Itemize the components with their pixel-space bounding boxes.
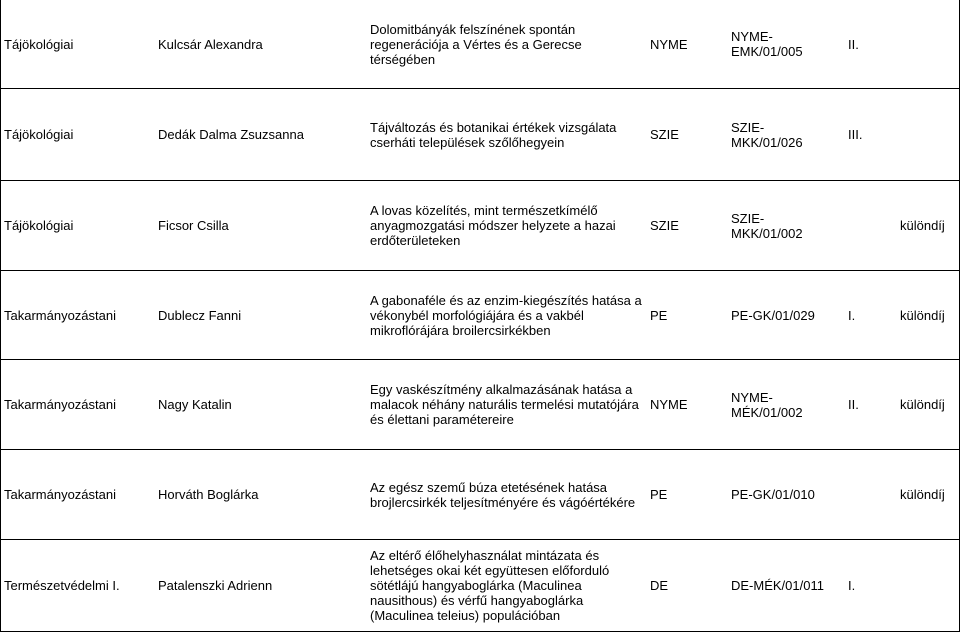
table-row [0,271,960,359]
student-name-cell: Kulcsár Alexandra [158,36,263,52]
place-cell: I. [848,578,856,593]
code-cell: NYME- EMK/01/005 [731,29,803,59]
student-name-cell: Horváth Boglárka [158,487,259,502]
table-row [0,0,960,88]
student-name-cell: Dublecz Fanni [158,307,242,323]
award-cell [900,0,958,88]
table-row [0,181,960,270]
student-name-cell: Dedák Dalma Zsuzsanna [158,127,304,142]
table-row [0,540,960,631]
award-cell: különdíj [900,218,945,233]
institution-cell: NYME [650,397,688,412]
thesis-title-cell: A lovas közelítés, mint természetkímélő anyagmozgatási módszer helyzete a hazai erdőterületeken [370,203,616,248]
institution-cell: PE [650,307,668,323]
institution-cell: DE [650,578,669,593]
award-cell [900,89,958,180]
section-cell: Takarmányozástani [4,397,116,412]
thesis-title-cell: Egy vaskészítmény alkalmazásának hatása a malacok néhány naturális termelési mutatójára és élettani paramétereire [370,382,639,427]
section-cell: Természetvédelmi I. [4,578,120,593]
award-cell: különdíj [900,487,945,502]
institution-cell: SZIE [650,218,679,233]
place-cell: I. [848,307,856,323]
code-cell: PE-GK/01/010 [731,487,815,502]
code-cell: NYME- MÉK/01/002 [731,389,803,420]
institution-cell: PE [650,487,668,502]
code-cell: SZIE- MKK/01/026 [731,119,803,150]
section-cell: Tájökológiai [4,36,74,52]
thesis-title-cell: Az eltérő élőhelyhasználat mintázata és lehetséges okai két együttesen előforduló sötétlájú hangyaboglárka (Maculinea nausithous) és vérfű hangyaboglárka (Maculinea teleius) populációban [370,548,610,623]
section-cell: Takarmányozástani [4,307,116,323]
table-row [0,450,960,539]
thesis-title-cell: Az egész szemű búza etetésének hatása brojlercsirkék teljesítményére és vágóértékére [370,479,636,510]
student-name-cell: Ficsor Csilla [158,218,229,233]
thesis-title-cell: Dolomitbányák felszínének spontán regenerációja a Vértes és a Gerecse térségében [370,21,582,67]
place-cell [848,181,888,270]
place-cell [848,450,888,539]
award-cell [900,540,958,631]
student-name-cell: Nagy Katalin [158,397,232,412]
section-cell: Takarmányozástani [4,487,116,502]
code-cell: PE-GK/01/029 [731,307,815,323]
institution-cell: NYME [650,36,688,52]
institution-cell: SZIE [650,127,679,142]
award-cell: különdíj [900,397,945,412]
place-cell: II. [848,397,859,412]
place-cell: II. [848,36,859,52]
place-cell: III. [848,127,863,142]
section-cell: Tájökológiai [4,127,74,142]
student-name-cell: Patalenszki Adrienn [158,578,273,593]
table-row [0,360,960,449]
code-cell: SZIE- MKK/01/002 [731,210,803,241]
award-cell: különdíj [900,307,945,323]
code-cell: DE-MÉK/01/011 [731,578,824,593]
table-row [0,89,960,180]
section-cell: Tájökológiai [4,218,74,233]
thesis-title-cell: A gabonaféle és az enzim-kiegészítés hatása a vékonybél morfológiájára és a vakbél mikroflórájára broilercsirkékben [370,292,642,338]
thesis-title-cell: Tájváltozás és botanikai értékek vizsgálata cserháti települések szőlőhegyein [370,119,617,150]
